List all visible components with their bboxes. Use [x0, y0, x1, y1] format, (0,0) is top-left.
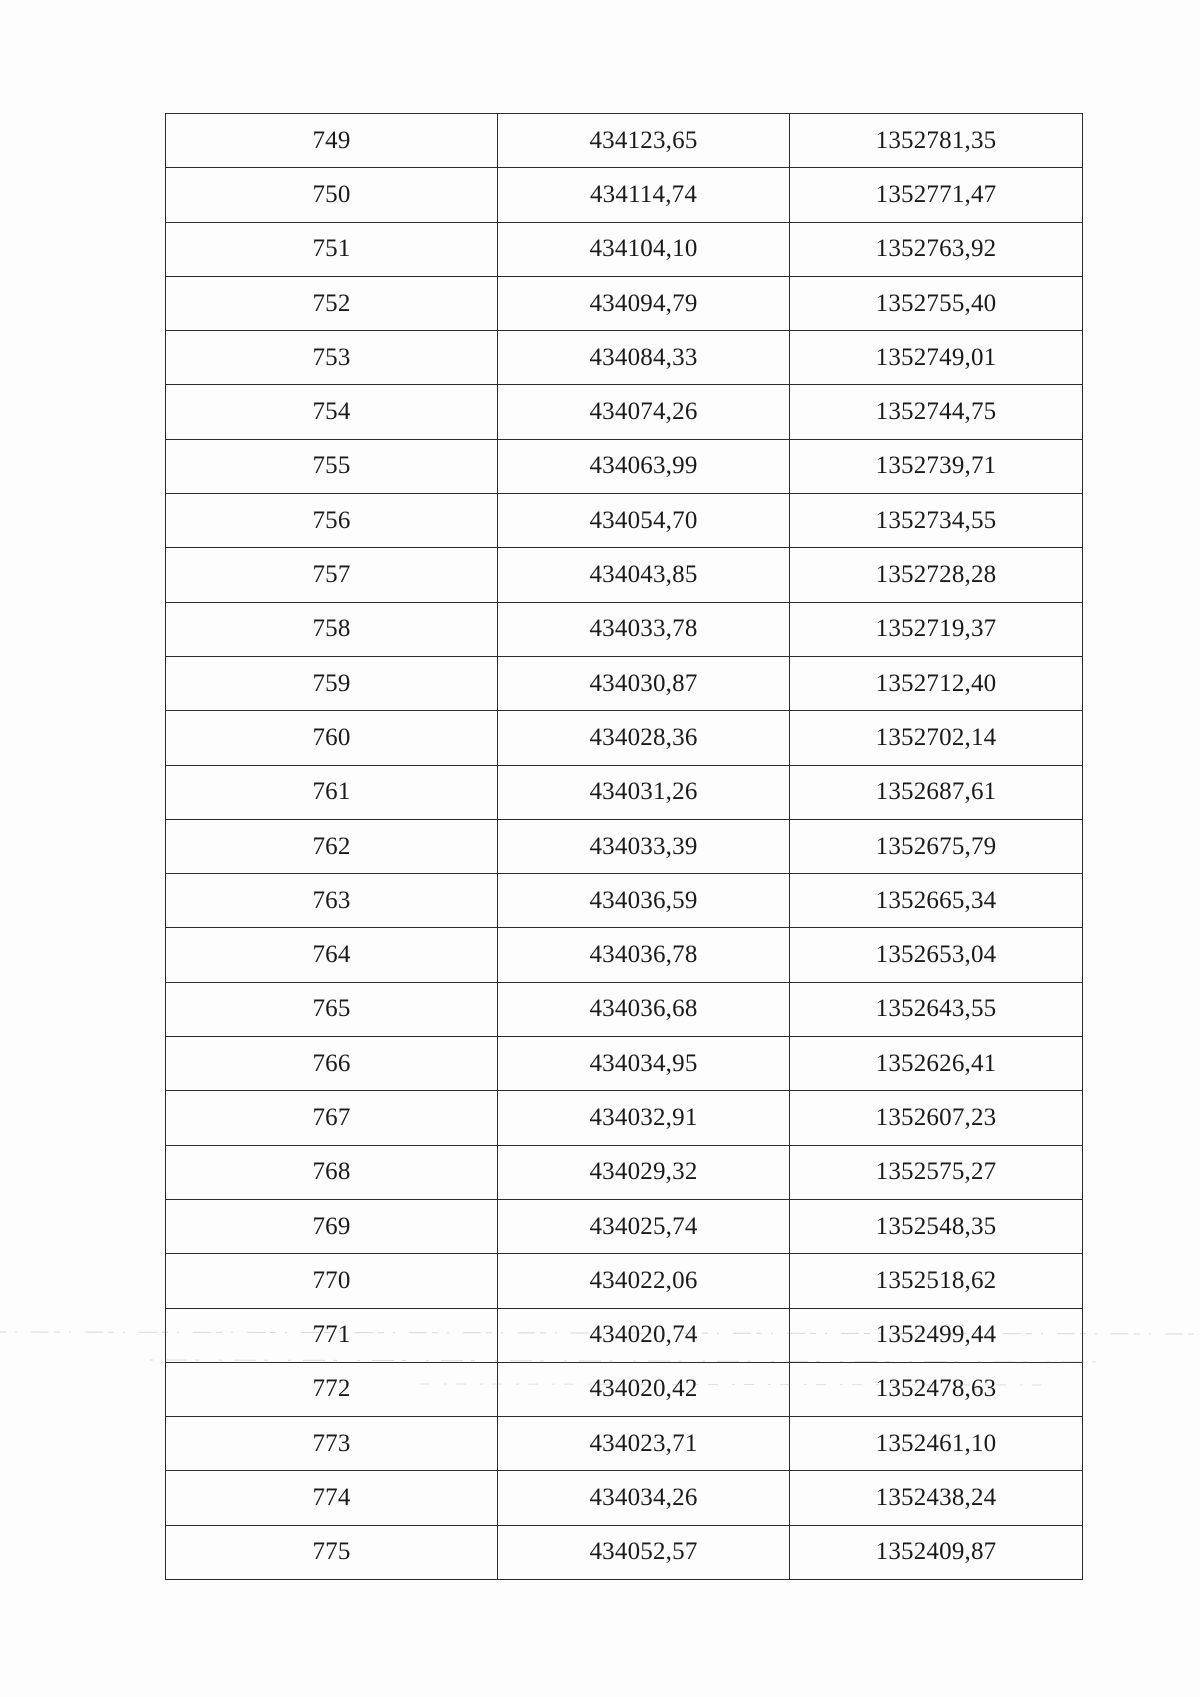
table-row	[166, 1362, 1083, 1416]
x-coordinate-cell: 434033,78	[498, 602, 790, 656]
x-coordinate-cell: 434074,26	[498, 385, 790, 439]
point-number-cell: 750	[166, 168, 498, 222]
table-row	[166, 1254, 1083, 1308]
table-row	[166, 385, 1083, 439]
point-number-cell: 755	[166, 439, 498, 493]
x-coordinate-cell: 434063,99	[498, 439, 790, 493]
y-coordinate-cell: 1352626,41	[790, 1037, 1083, 1091]
y-coordinate-cell: 1352734,55	[790, 494, 1083, 548]
point-number-cell: 758	[166, 602, 498, 656]
point-number-cell: 771	[166, 1308, 498, 1362]
y-coordinate-cell: 1352763,92	[790, 222, 1083, 276]
point-number-cell: 757	[166, 548, 498, 602]
table-row	[166, 819, 1083, 873]
x-coordinate-cell: 434030,87	[498, 656, 790, 710]
point-number-cell: 772	[166, 1362, 498, 1416]
y-coordinate-cell: 1352653,04	[790, 928, 1083, 982]
table-row	[166, 439, 1083, 493]
x-coordinate-cell: 434036,78	[498, 928, 790, 982]
x-coordinate-cell: 434034,95	[498, 1037, 790, 1091]
point-number-cell: 775	[166, 1525, 498, 1579]
x-coordinate-cell: 434052,57	[498, 1525, 790, 1579]
point-number-cell: 754	[166, 385, 498, 439]
y-coordinate-cell: 1352665,34	[790, 874, 1083, 928]
point-number-cell: 774	[166, 1471, 498, 1525]
y-coordinate-cell: 1352728,28	[790, 548, 1083, 602]
x-coordinate-cell: 434084,33	[498, 331, 790, 385]
point-number-cell: 773	[166, 1417, 498, 1471]
x-coordinate-cell: 434114,74	[498, 168, 790, 222]
x-coordinate-cell: 434020,42	[498, 1362, 790, 1416]
y-coordinate-cell: 1352719,37	[790, 602, 1083, 656]
table-row	[166, 1037, 1083, 1091]
x-coordinate-cell: 434034,26	[498, 1471, 790, 1525]
y-coordinate-cell: 1352744,75	[790, 385, 1083, 439]
x-coordinate-cell: 434033,39	[498, 819, 790, 873]
table-row	[166, 1308, 1083, 1362]
table-row	[166, 602, 1083, 656]
point-number-cell: 766	[166, 1037, 498, 1091]
table-row	[166, 331, 1083, 385]
table-row	[166, 1091, 1083, 1145]
table-row	[166, 1199, 1083, 1253]
table-row	[166, 548, 1083, 602]
point-number-cell: 769	[166, 1199, 498, 1253]
y-coordinate-cell: 1352712,40	[790, 656, 1083, 710]
x-coordinate-cell: 434123,65	[498, 114, 790, 168]
point-number-cell: 770	[166, 1254, 498, 1308]
x-coordinate-cell: 434023,71	[498, 1417, 790, 1471]
table-row	[166, 114, 1083, 168]
point-number-cell: 753	[166, 331, 498, 385]
table-row	[166, 874, 1083, 928]
table-row	[166, 1145, 1083, 1199]
x-coordinate-cell: 434025,74	[498, 1199, 790, 1253]
y-coordinate-cell: 1352687,61	[790, 765, 1083, 819]
table-row	[166, 494, 1083, 548]
x-coordinate-cell: 434032,91	[498, 1091, 790, 1145]
y-coordinate-cell: 1352478,63	[790, 1362, 1083, 1416]
y-coordinate-cell: 1352771,47	[790, 168, 1083, 222]
point-number-cell: 767	[166, 1091, 498, 1145]
x-coordinate-cell: 434029,32	[498, 1145, 790, 1199]
table-row	[166, 765, 1083, 819]
x-coordinate-cell: 434054,70	[498, 494, 790, 548]
y-coordinate-cell: 1352755,40	[790, 276, 1083, 330]
point-number-cell: 760	[166, 711, 498, 765]
y-coordinate-cell: 1352739,71	[790, 439, 1083, 493]
y-coordinate-cell: 1352409,87	[790, 1525, 1083, 1579]
y-coordinate-cell: 1352575,27	[790, 1145, 1083, 1199]
table-row	[166, 928, 1083, 982]
point-number-cell: 762	[166, 819, 498, 873]
table-row	[166, 168, 1083, 222]
x-coordinate-cell: 434043,85	[498, 548, 790, 602]
point-number-cell: 768	[166, 1145, 498, 1199]
point-number-cell: 763	[166, 874, 498, 928]
x-coordinate-cell: 434031,26	[498, 765, 790, 819]
y-coordinate-cell: 1352749,01	[790, 331, 1083, 385]
y-coordinate-cell: 1352607,23	[790, 1091, 1083, 1145]
point-number-cell: 752	[166, 276, 498, 330]
x-coordinate-cell: 434104,10	[498, 222, 790, 276]
table-row	[166, 656, 1083, 710]
x-coordinate-cell: 434022,06	[498, 1254, 790, 1308]
point-number-cell: 765	[166, 982, 498, 1036]
y-coordinate-cell: 1352781,35	[790, 114, 1083, 168]
y-coordinate-cell: 1352438,24	[790, 1471, 1083, 1525]
y-coordinate-cell: 1352499,44	[790, 1308, 1083, 1362]
point-number-cell: 749	[166, 114, 498, 168]
table-row	[166, 711, 1083, 765]
y-coordinate-cell: 1352548,35	[790, 1199, 1083, 1253]
point-number-cell: 759	[166, 656, 498, 710]
coordinates-table-body	[166, 114, 1083, 1580]
table-row	[166, 1417, 1083, 1471]
x-coordinate-cell: 434028,36	[498, 711, 790, 765]
y-coordinate-cell: 1352518,62	[790, 1254, 1083, 1308]
point-number-cell: 761	[166, 765, 498, 819]
table-row	[166, 1525, 1083, 1579]
x-coordinate-cell: 434036,68	[498, 982, 790, 1036]
point-number-cell: 756	[166, 494, 498, 548]
y-coordinate-cell: 1352702,14	[790, 711, 1083, 765]
x-coordinate-cell: 434036,59	[498, 874, 790, 928]
table-row	[166, 222, 1083, 276]
y-coordinate-cell: 1352461,10	[790, 1417, 1083, 1471]
table-row	[166, 276, 1083, 330]
y-coordinate-cell: 1352643,55	[790, 982, 1083, 1036]
x-coordinate-cell: 434020,74	[498, 1308, 790, 1362]
table-row	[166, 982, 1083, 1036]
x-coordinate-cell: 434094,79	[498, 276, 790, 330]
point-number-cell: 751	[166, 222, 498, 276]
coordinates-table	[165, 113, 1083, 1580]
y-coordinate-cell: 1352675,79	[790, 819, 1083, 873]
point-number-cell: 764	[166, 928, 498, 982]
table-row	[166, 1471, 1083, 1525]
